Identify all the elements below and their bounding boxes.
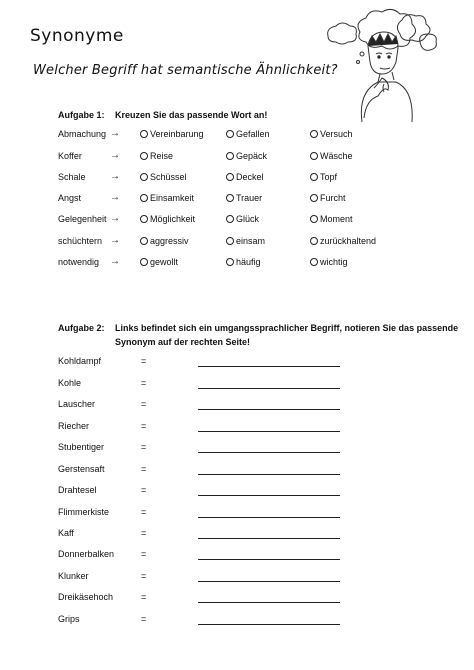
radio-circle-icon[interactable] bbox=[310, 258, 318, 266]
task1-option[interactable]: Reise bbox=[140, 151, 173, 161]
task1-row bbox=[58, 129, 458, 143]
task2-row bbox=[58, 356, 358, 370]
radio-circle-icon[interactable] bbox=[226, 130, 234, 138]
answer-line[interactable] bbox=[198, 495, 340, 496]
task1-word: Koffer bbox=[58, 151, 82, 161]
equals-sign: = bbox=[141, 614, 147, 624]
equals-sign: = bbox=[141, 356, 147, 366]
equals-sign: = bbox=[141, 571, 147, 581]
task1-instruction: Kreuzen Sie das passende Wort an! bbox=[115, 110, 268, 120]
arrow-right-icon: → bbox=[110, 192, 120, 203]
radio-circle-icon[interactable] bbox=[226, 258, 234, 266]
radio-circle-icon[interactable] bbox=[310, 130, 318, 138]
task1-row bbox=[58, 214, 458, 228]
task1-option[interactable]: Möglichkeit bbox=[140, 214, 195, 224]
answer-line[interactable] bbox=[198, 474, 340, 475]
task2-word: Kaff bbox=[58, 528, 74, 538]
thinking-person-icon bbox=[322, 6, 444, 124]
arrow-right-icon: → bbox=[110, 256, 120, 267]
task2-row bbox=[58, 571, 358, 585]
radio-circle-icon[interactable] bbox=[226, 237, 234, 245]
task1-word: Gelegenheit bbox=[58, 214, 107, 224]
task2-word: Riecher bbox=[58, 421, 90, 431]
task1-row bbox=[58, 193, 458, 207]
task1-option[interactable]: Moment bbox=[310, 214, 353, 224]
equals-sign: = bbox=[141, 399, 147, 409]
task1-option[interactable]: Gefallen bbox=[226, 129, 270, 139]
task2-row bbox=[58, 507, 358, 521]
task2-word: Grips bbox=[58, 614, 80, 624]
task1-option[interactable]: Einsamkeit bbox=[140, 193, 194, 203]
answer-line[interactable] bbox=[198, 517, 340, 518]
radio-circle-icon[interactable] bbox=[226, 194, 234, 202]
task2-instruction-line1: Links befindet sich ein umgangssprachlicher Begriff, notieren Sie das passende bbox=[115, 323, 459, 333]
radio-circle-icon[interactable] bbox=[310, 215, 318, 223]
task1-option[interactable]: Deckel bbox=[226, 172, 264, 182]
task2-row bbox=[58, 485, 358, 499]
radio-circle-icon[interactable] bbox=[140, 215, 148, 223]
equals-sign: = bbox=[141, 378, 147, 388]
task2-row bbox=[58, 464, 358, 478]
task1-word: schüchtern bbox=[58, 236, 103, 246]
answer-line[interactable] bbox=[198, 581, 340, 582]
task1-option[interactable]: Gepäck bbox=[226, 151, 267, 161]
page-title: Synonyme bbox=[30, 26, 124, 46]
radio-circle-icon[interactable] bbox=[226, 173, 234, 181]
task2-word: Dreikäsehoch bbox=[58, 592, 114, 602]
task1-option[interactable]: wichtig bbox=[310, 257, 348, 267]
radio-circle-icon[interactable] bbox=[140, 152, 148, 160]
radio-circle-icon[interactable] bbox=[140, 173, 148, 181]
task1-option[interactable]: gewollt bbox=[140, 257, 178, 267]
task2-row bbox=[58, 528, 358, 542]
radio-circle-icon[interactable] bbox=[140, 237, 148, 245]
equals-sign: = bbox=[141, 442, 147, 452]
task1-option[interactable]: aggressiv bbox=[140, 236, 189, 246]
radio-circle-icon[interactable] bbox=[226, 215, 234, 223]
task1-option[interactable]: Topf bbox=[310, 172, 337, 182]
task2-word: Drahtesel bbox=[58, 485, 97, 495]
answer-line[interactable] bbox=[198, 431, 340, 432]
task2-word: Kohldampf bbox=[58, 356, 102, 366]
task1-row bbox=[58, 151, 458, 165]
task2-word: Donnerbalken bbox=[58, 549, 115, 559]
task1-option[interactable]: Furcht bbox=[310, 193, 346, 203]
task2-word: Klunker bbox=[58, 571, 89, 581]
task1-row bbox=[58, 236, 458, 250]
task1-word: Angst bbox=[58, 193, 82, 203]
task1-option[interactable]: Wäsche bbox=[310, 151, 353, 161]
task1-option[interactable]: zurückhaltend bbox=[310, 236, 376, 246]
task2-label: Aufgabe 2: bbox=[58, 323, 105, 333]
task2-row bbox=[58, 549, 358, 563]
equals-sign: = bbox=[141, 421, 147, 431]
task1-word: Schale bbox=[58, 172, 86, 182]
task2-instruction bbox=[115, 321, 458, 349]
task2-row bbox=[58, 442, 358, 456]
task1-option[interactable]: Schüssel bbox=[140, 172, 187, 182]
radio-circle-icon[interactable] bbox=[310, 173, 318, 181]
answer-line[interactable] bbox=[198, 452, 340, 453]
arrow-right-icon: → bbox=[110, 171, 120, 182]
task1-option[interactable]: Trauer bbox=[226, 193, 262, 203]
task2-instruction-line2: Synonym auf der rechten Seite! bbox=[115, 337, 251, 347]
arrow-right-icon: → bbox=[110, 235, 120, 246]
answer-line[interactable] bbox=[198, 409, 340, 410]
answer-line[interactable] bbox=[198, 538, 340, 539]
task1-option[interactable]: Vereinbarung bbox=[140, 129, 204, 139]
arrow-right-icon: → bbox=[110, 150, 120, 161]
answer-line[interactable] bbox=[198, 559, 340, 560]
task1-row bbox=[58, 257, 458, 271]
task1-word: notwendig bbox=[58, 257, 100, 267]
answer-line[interactable] bbox=[198, 366, 340, 367]
equals-sign: = bbox=[141, 592, 147, 602]
task1-label: Aufgabe 1: bbox=[58, 110, 105, 120]
task2-row bbox=[58, 592, 358, 606]
answer-line[interactable] bbox=[198, 602, 340, 603]
task2-row bbox=[58, 399, 358, 413]
task1-option[interactable]: Glück bbox=[226, 214, 259, 224]
radio-circle-icon[interactable] bbox=[140, 130, 148, 138]
equals-sign: = bbox=[141, 528, 147, 538]
equals-sign: = bbox=[141, 549, 147, 559]
equals-sign: = bbox=[141, 507, 147, 517]
task2-word: Kohle bbox=[58, 378, 82, 388]
task2-row bbox=[58, 378, 358, 392]
task1-option[interactable]: häufig bbox=[226, 257, 261, 267]
task1-row bbox=[58, 172, 458, 186]
task2-word: Stubentiger bbox=[58, 442, 105, 452]
arrow-right-icon: → bbox=[110, 128, 120, 139]
radio-circle-icon[interactable] bbox=[310, 237, 318, 245]
radio-circle-icon[interactable] bbox=[226, 152, 234, 160]
arrow-right-icon: → bbox=[110, 213, 120, 224]
answer-line[interactable] bbox=[198, 388, 340, 389]
task2-word: Flimmerkiste bbox=[58, 507, 109, 517]
radio-circle-icon[interactable] bbox=[140, 258, 148, 266]
task1-option[interactable]: einsam bbox=[226, 236, 265, 246]
equals-sign: = bbox=[141, 485, 147, 495]
task2-word: Lauscher bbox=[58, 399, 96, 409]
task1-option[interactable]: Versuch bbox=[310, 129, 353, 139]
answer-line[interactable] bbox=[198, 624, 340, 625]
task2-word: Gerstensaft bbox=[58, 464, 105, 474]
task1-word: Abmachung bbox=[58, 129, 107, 139]
radio-circle-icon[interactable] bbox=[310, 194, 318, 202]
radio-circle-icon[interactable] bbox=[310, 152, 318, 160]
task2-row bbox=[58, 614, 358, 628]
page-subtitle: Welcher Begriff hat semantische Ähnlichkeit? bbox=[33, 63, 338, 78]
radio-circle-icon[interactable] bbox=[140, 194, 148, 202]
task2-row bbox=[58, 421, 358, 435]
equals-sign: = bbox=[141, 464, 147, 474]
